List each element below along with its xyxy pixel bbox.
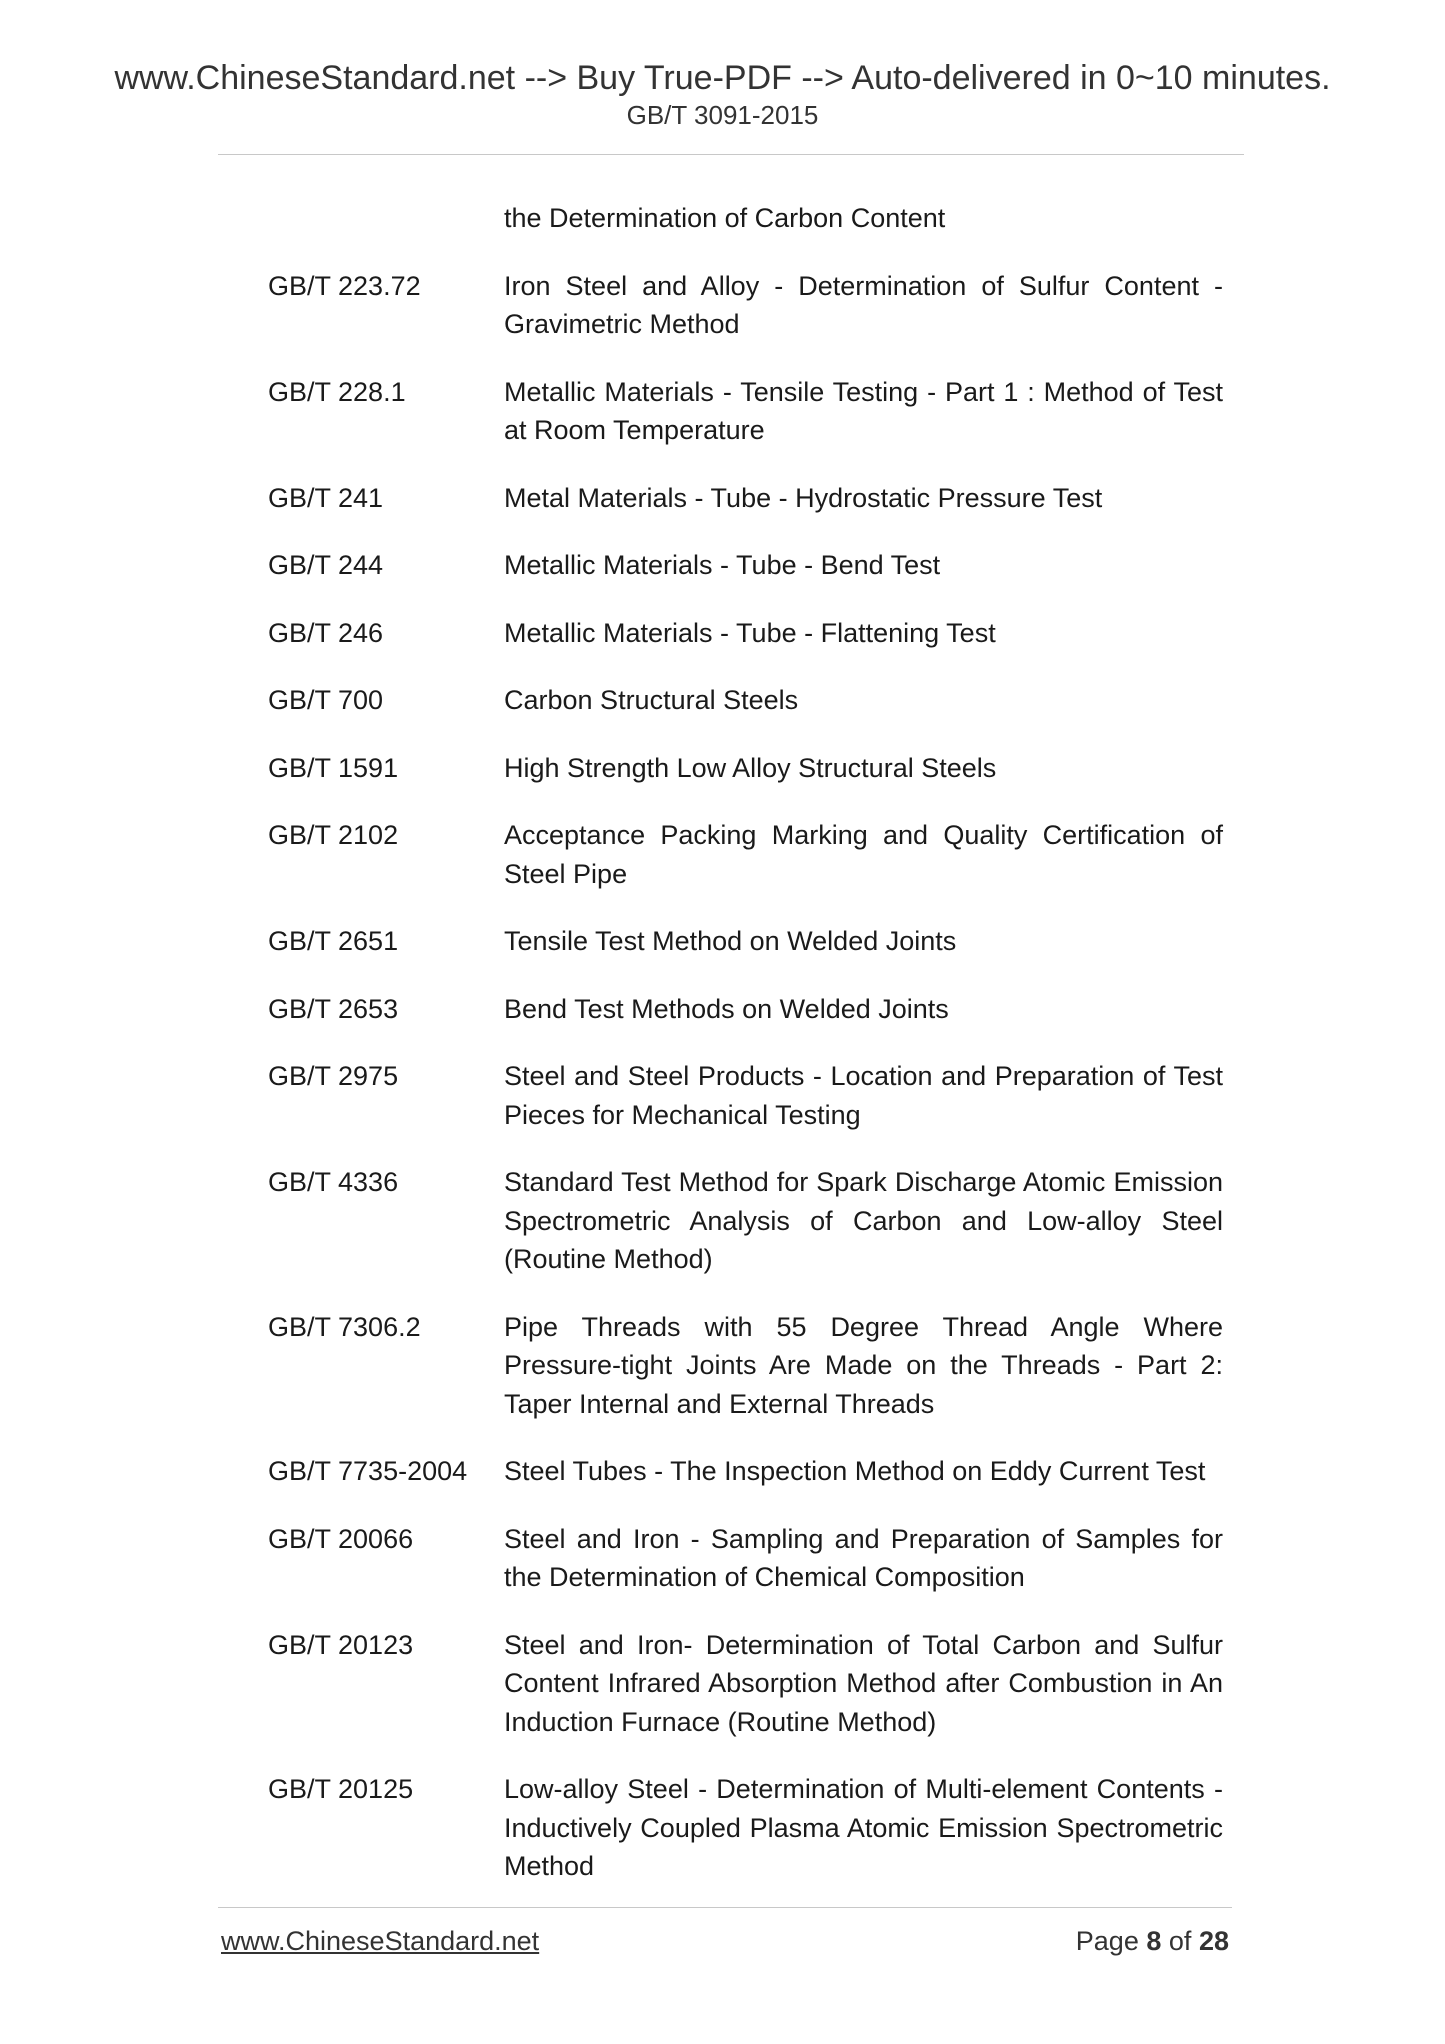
reference-title: Tensile Test Method on Welded Joints <box>504 926 957 956</box>
reference-title: Steel Tubes - The Inspection Method on Eddy Current Test <box>504 1456 1206 1486</box>
reference-entry <box>268 1520 1223 1597</box>
reference-entry <box>268 1452 1223 1491</box>
page-header <box>0 58 1445 132</box>
reference-entry <box>268 1626 1223 1742</box>
reference-entry <box>268 749 1223 788</box>
reference-code: GB/T 246 <box>268 617 384 648</box>
reference-code: GB/T 7735-2004 <box>268 1456 468 1486</box>
page-total: 28 <box>1198 1926 1229 1956</box>
reference-title: the Determination of Carbon Content <box>504 203 946 233</box>
reference-title: Carbon Structural Steels <box>504 685 799 715</box>
reference-code: GB/T 700 <box>268 685 384 715</box>
reference-title: Steel and Iron - Sampling and Preparation of Samples for the Determination of Chemical Composition <box>504 1523 1223 1592</box>
reference-code: GB/T 4336 <box>268 1167 399 1197</box>
document-code: GB/T 3091-2015 <box>626 100 819 130</box>
header-divider <box>218 154 1244 155</box>
reference-entry <box>268 1770 1223 1886</box>
reference-entry <box>268 1163 1223 1279</box>
reference-entry <box>268 922 1223 961</box>
reference-entry <box>268 816 1223 893</box>
reference-title: Iron Steel and Alloy - Determination of Sulfur Content - Gravimetric Method <box>504 270 1223 339</box>
reference-title: Bend Test Methods on Welded Joints <box>504 993 949 1024</box>
reference-title: Metallic Materials - Tensile Testing - Part 1 : Method of Test at Room Temperature <box>504 376 1223 445</box>
reference-code: GB/T 1591 <box>268 752 399 783</box>
reference-entry <box>268 373 1223 450</box>
page-indicator <box>1076 1924 1229 1958</box>
reference-entry <box>268 1057 1223 1134</box>
normative-references-list <box>268 199 1223 1915</box>
reference-code: GB/T 20066 <box>268 1523 414 1554</box>
reference-title: High Strength Low Alloy Structural Steels <box>504 752 997 783</box>
page-separator: of <box>1168 1926 1192 1956</box>
reference-entry <box>268 1308 1223 1424</box>
reference-code: GB/T 7306.2 <box>268 1311 421 1342</box>
reference-code: GB/T 20125 <box>268 1774 414 1804</box>
reference-code: GB/T 2653 <box>268 993 399 1024</box>
reference-entry <box>268 479 1223 518</box>
reference-title: Pipe Threads with 55 Degree Thread Angle Where Pressure-tight Joints Are Made on the Threads - Part 2: Taper Internal and External Threads <box>504 1311 1223 1419</box>
reference-code: GB/T 2651 <box>268 926 399 956</box>
page-current: 8 <box>1146 1926 1162 1956</box>
reference-title: Steel and Iron- Determination of Total Carbon and Sulfur Content Infrared Absorption Method after Combustion in An Induction Furnace (Routine Method) <box>504 1629 1223 1737</box>
reference-entry <box>268 614 1223 653</box>
reference-title: Low-alloy Steel - Determination of Multi-element Contents - Inductively Coupled Plasma Atomic Emission Spectrometric Method <box>504 1774 1223 1881</box>
reference-entries <box>268 267 1223 1886</box>
reference-code: GB/T 2102 <box>268 820 399 850</box>
reference-entry <box>268 990 1223 1029</box>
reference-title: Metallic Materials - Tube - Bend Test <box>504 550 941 580</box>
reference-entry <box>268 546 1223 585</box>
reference-code: GB/T 20123 <box>268 1629 414 1660</box>
reference-code: GB/T 2975 <box>268 1061 399 1091</box>
reference-continuation <box>268 199 1223 238</box>
reference-entry <box>268 681 1223 720</box>
reference-code: GB/T 244 <box>268 550 384 580</box>
reference-code: GB/T 223.72 <box>268 270 421 301</box>
header-banner[interactable]: www.ChineseStandard.net --> Buy True-PDF --> Auto-delivered in 0~10 minutes. <box>114 59 1331 97</box>
page-prefix: Page <box>1075 1926 1139 1956</box>
reference-title: Metallic Materials - Tube - Flattening Test <box>504 617 996 648</box>
reference-code: GB/T 241 <box>268 482 384 513</box>
reference-title: Metal Materials - Tube - Hydrostatic Pressure Test <box>504 482 1103 513</box>
reference-entry <box>268 267 1223 344</box>
reference-title: Steel and Steel Products - Location and Preparation of Test Pieces for Mechanical Testing <box>504 1061 1223 1130</box>
footer-divider <box>218 1907 1232 1908</box>
reference-title: Acceptance Packing Marking and Quality Certification of Steel Pipe <box>504 820 1223 889</box>
footer-site-link[interactable]: www.ChineseStandard.net <box>221 1926 540 1956</box>
reference-title: Standard Test Method for Spark Discharge Atomic Emission Spectrometric Analysis of Carbon and Low-alloy Steel (Routine Method) <box>504 1167 1223 1274</box>
reference-code: GB/T 228.1 <box>268 376 406 407</box>
